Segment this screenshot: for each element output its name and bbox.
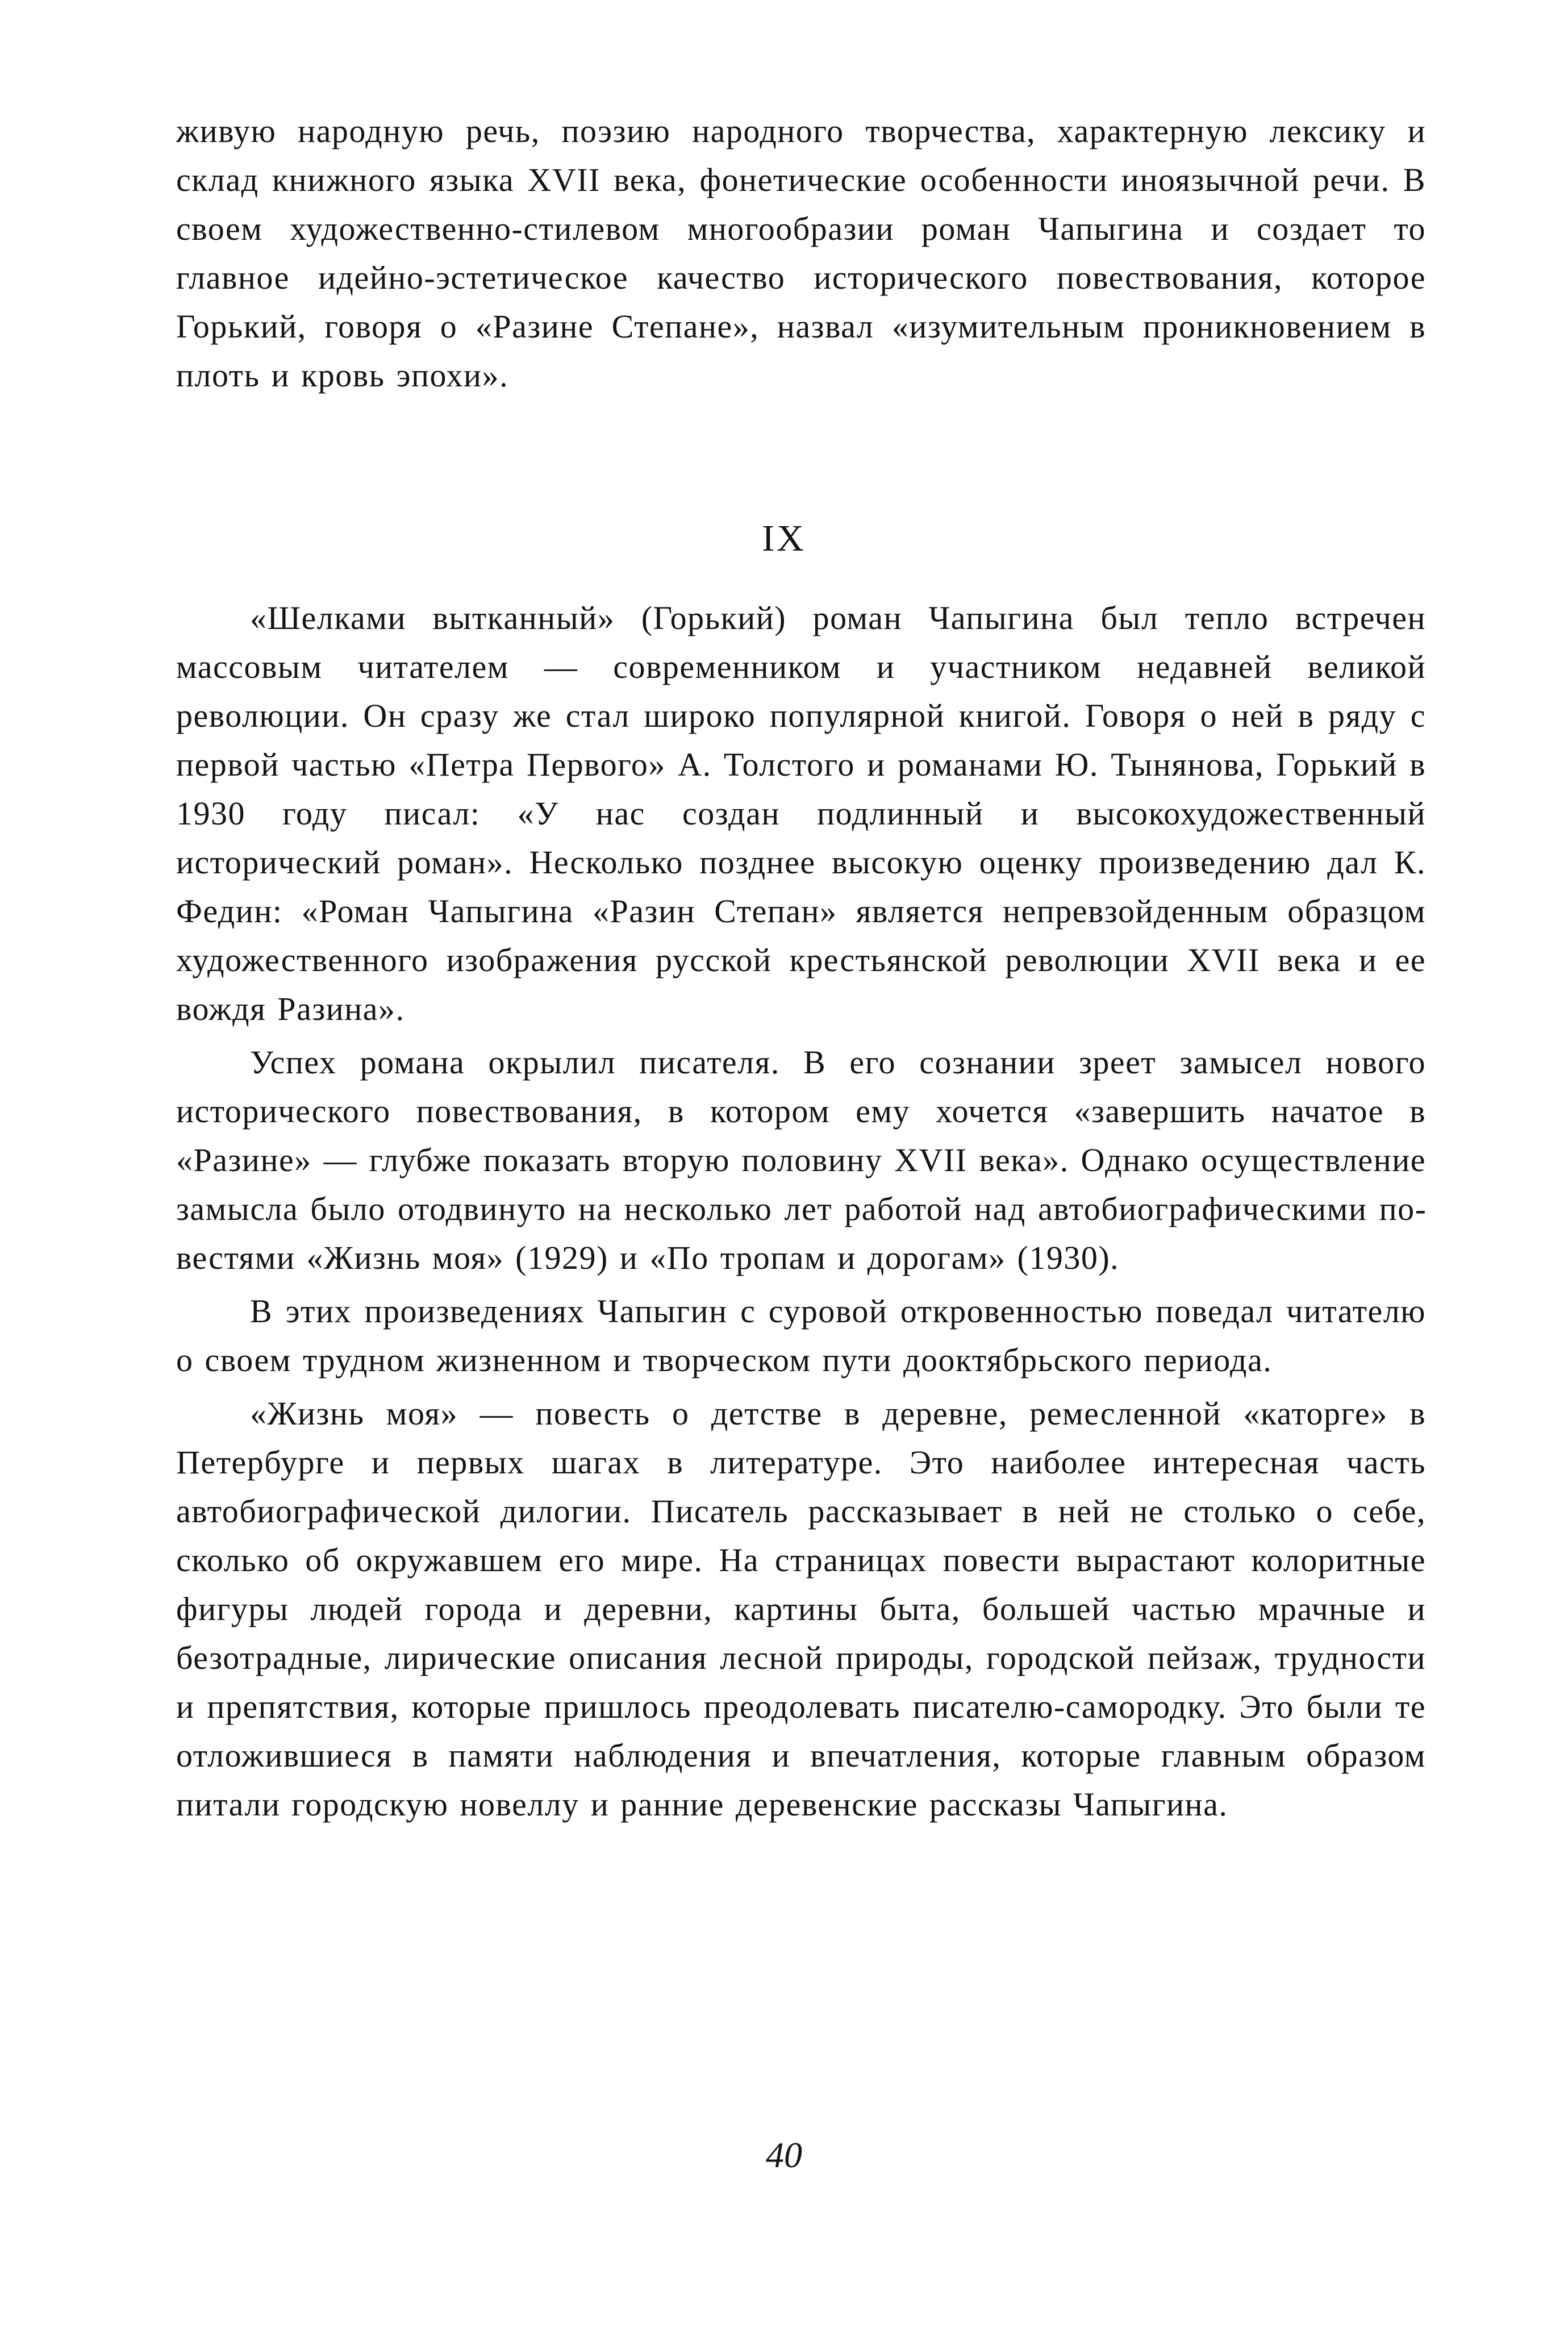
continued-paragraph: живую народную речь, поэзию народного творчества, характерную лексику и склад книжного языка XVII века, фонетические особенности иноязычной речи. В своем художественно-стилевом многообразии роман Чапыгина и создает то главное идейно-эстетическое качество исторического повествования, которое Горький, говоря о «Разине Степане», назвал «изумительным проникновением в плоть и кровь эпохи».	[176, 113, 1426, 394]
continued-paragraph-block	[176, 107, 1426, 400]
paragraph: В этих произведениях Чапыгин с суровой откровенностью поведал читателю о своем трудном жизненном и творческом пути дооктябрьского периода.	[176, 1293, 1426, 1378]
paragraph: Успех романа окрылил писателя. В его сознании зреет замысел нового исторического повествования, в котором ему хочется «завершить начатое в «Разине» — глубже показать вторую половину XVII века». Однако осуществление замысла было отодвинуто на несколько лет работой над автобиографическими повестями «Жизнь моя» (1929) и «По тропам и дорогам» (1930).	[176, 1044, 1426, 1276]
paragraph: «Шелками вытканный» (Горький) роман Чапыгина был тепло встречен массовым читателем — современником и участником недавней великой революции. Он сразу же стал широко популярной книгой. Говоря о ней в ряду с первой частью «Петра Первого» А. Толстого и романами Ю. Тынянова, Горький в 1930 году писал: «У нас создан подлинный и высокохудожественный исторический роман». Несколько позднее высокую оценку произведению дал К. Федин: «Роман Чапыгина «Разин Степан» является непревзойденным образцом художественного изображения русской крестьянской революции XVII века и ее вождя Разина».	[176, 599, 1426, 1027]
section-heading: IX	[762, 518, 806, 559]
chapter-body	[176, 594, 1426, 1834]
paragraph: «Жизнь моя» — повесть о детстве в деревне, ремесленной «каторге» в Петербурге и первых шагах в литературе. Это наиболее интересная часть автобиографической дилогии. Писатель рассказывает в ней не столько о себе, сколько об окружавшем его мире. На страницах повести вырастают колоритные фигуры людей города и деревни, картины быта, большей частью мрачные и безотрадные, лирические описания лесной природы, городской пейзаж, трудности и препятствия, которые пришлось преодолевать писателю-самородку. Это были те отложившиеся в памяти наблюдения и впечатления, которые главным образом питали городскую новеллу и ранние деревенские рассказы Чапыгина.	[176, 1395, 1426, 1823]
page-number: 40	[766, 2135, 802, 2175]
